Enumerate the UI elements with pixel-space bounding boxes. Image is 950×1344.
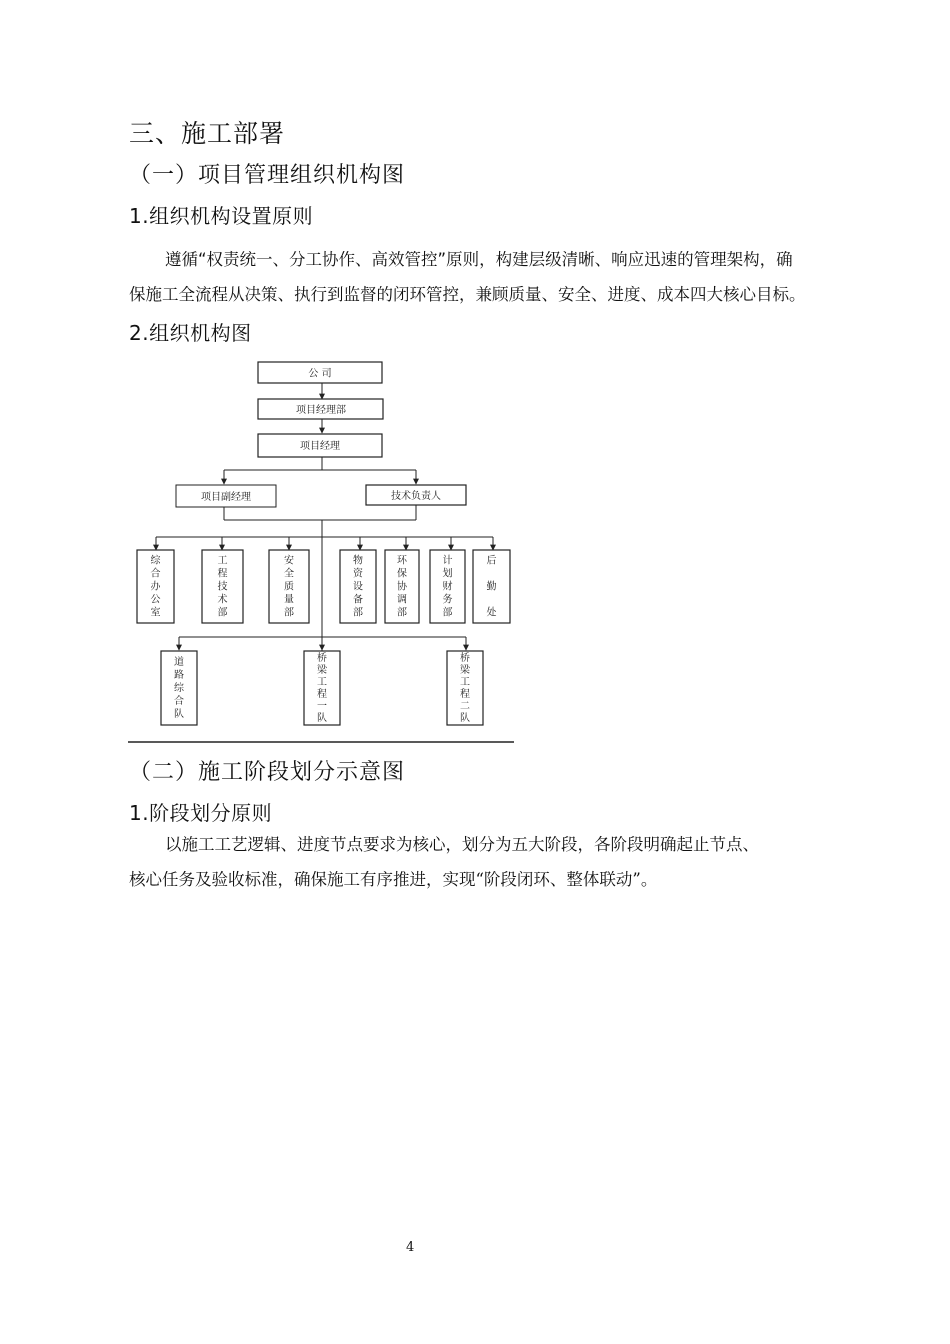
org-box-department-label: 安全质量部 bbox=[284, 555, 294, 619]
org-box-department bbox=[137, 550, 174, 623]
org-box-department bbox=[385, 550, 419, 623]
org-box-project-manager bbox=[258, 434, 382, 457]
org-box-team-label: 桥梁工程一队 bbox=[317, 653, 327, 724]
org-box-department-label: 环保协调部 bbox=[397, 555, 407, 619]
paragraph-phase-principles-line2: 核心任务及验收标准，确保施工有序推进，实现“阶段闭环、整体联动”。 bbox=[129, 870, 658, 889]
org-box-department bbox=[430, 550, 465, 623]
paragraph-org-principles-line1: 遵循“权责统一、分工协作、高效管控”原则，构建层级清晰、响应迅速的管理架构，确 bbox=[165, 250, 793, 269]
org-box-tech-lead bbox=[366, 485, 466, 505]
org-box-department bbox=[202, 550, 243, 623]
org-teams bbox=[161, 651, 483, 725]
org-label-company: 公 司 bbox=[308, 368, 332, 380]
page-number: 4 bbox=[406, 1240, 415, 1255]
org-box-deputy-manager bbox=[176, 485, 276, 507]
org-box-department bbox=[269, 550, 309, 623]
heading-phase-principles: 1.阶段划分原则 bbox=[129, 801, 273, 825]
subsection-title-phases: （二）施工阶段划分示意图 bbox=[129, 760, 406, 785]
section-title: 三、施工部署 bbox=[129, 119, 286, 148]
org-box-department bbox=[340, 550, 376, 623]
paragraph-phase-principles-line1: 以施工工艺逻辑、进度节点要求为核心，划分为五大阶段，各阶段明确起止节点、 bbox=[165, 835, 759, 854]
org-label-project-dept: 项目经理部 bbox=[296, 405, 346, 416]
org-label-project-manager: 项目经理 bbox=[300, 441, 340, 452]
org-departments bbox=[137, 550, 510, 623]
org-label-deputy-manager: 项目副经理 bbox=[201, 492, 251, 503]
org-box-team-label: 桥梁工程二队 bbox=[460, 653, 470, 724]
org-box-project-dept bbox=[258, 399, 383, 419]
org-chart bbox=[126, 352, 520, 746]
org-box-team bbox=[447, 651, 483, 725]
org-box-department-label: 工程技术部 bbox=[217, 555, 228, 619]
org-box-department bbox=[473, 550, 510, 623]
org-box-company bbox=[258, 362, 382, 383]
paragraph-org-principles-line2: 保施工全流程从决策、执行到监督的闭环管控，兼顾质量、安全、进度、成本四大核心目标。 bbox=[129, 285, 806, 304]
org-box-team bbox=[161, 651, 197, 725]
org-box-team bbox=[304, 651, 340, 725]
org-label-tech-lead: 技术负责人 bbox=[391, 491, 441, 502]
heading-org-principles: 1.组织机构设置原则 bbox=[129, 204, 314, 228]
org-box-department-label: 综合办公室 bbox=[150, 555, 161, 619]
org-box-department-label: 后勤处 bbox=[486, 555, 497, 619]
heading-org-chart: 2.组织机构图 bbox=[129, 321, 252, 345]
org-box-team-label: 道路综合队 bbox=[174, 657, 184, 720]
org-box-department-label: 物资设备部 bbox=[353, 555, 363, 619]
subsection-title-org-chart: （一）项目管理组织机构图 bbox=[129, 163, 406, 188]
org-box-department-label: 计划财务部 bbox=[442, 555, 453, 619]
